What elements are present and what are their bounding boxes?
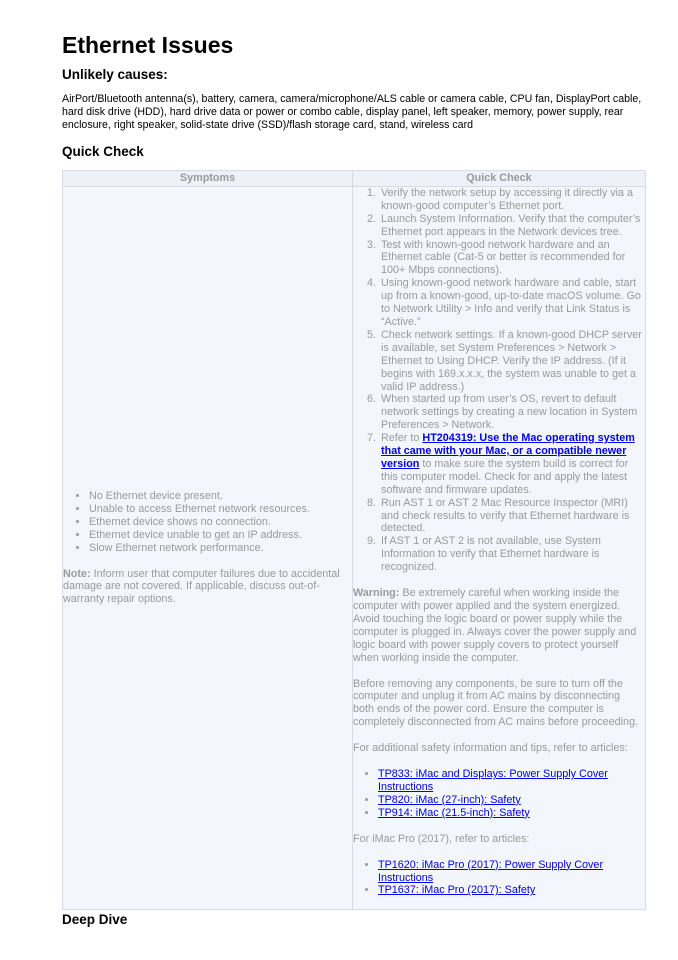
symptom-item: • Unable to access Ethernet network resources.	[89, 503, 352, 516]
step-item: 6. When started up from user’s OS, revert to default network settings by creating a new location in System Preferences > Network.	[379, 393, 642, 432]
symptom-item: • Ethernet device shows no connection.	[89, 516, 352, 529]
step-item: 1. Verify the network setup by accessing it directly via a known-good computer’s Ethernet port.	[379, 187, 642, 213]
list-item	[378, 807, 645, 820]
step-text: Refer to	[381, 432, 423, 445]
step-item	[379, 432, 642, 497]
page-title: Ethernet Issues	[62, 32, 234, 58]
warning-text: Be extremely careful when working inside the computer with power applied and the system energized. Avoid touching the logic board or power supply while the computer is plugged in. Always cover the power supply and logic board with power supply covers to protect yourself when working inside the computer.	[353, 587, 637, 664]
ht204319-link[interactable]: HT204319: Use the Mac operating system that came with your Mac, or a compatible newer version	[381, 432, 635, 470]
warning-label: Warning:	[353, 587, 400, 600]
quick-check-table	[62, 170, 646, 910]
imac-pro-text: For iMac Pro (2017), refer to articles:	[353, 832, 530, 845]
tp914-link[interactable]: TP914: iMac (21.5-inch): Safety	[378, 806, 530, 819]
step-item: 4. Using known-good network hardware and cable, start up from a known-good, up-to-date macOS volume. Go to Network Utility > Info and verify that Link Status is “Active.”	[379, 277, 642, 329]
note-text: Inform user that computer failures due to accidental damage are not covered. If applicable, discuss out-of-warranty repair options.	[63, 567, 340, 606]
step-item: 9. If AST 1 or AST 2 is not available, use System Information to verify that Ethernet hardware is recognized.	[379, 535, 642, 574]
removing-components-text: Before removing any components, be sure to turn off the computer and unplug it from AC mains by disconnecting both ends of the power cord. Ensure the computer is completely disconnected from AC mains before proceeding.	[353, 677, 639, 729]
step-item: 2. Launch System Information. Verify that the computer’s Ethernet port appears in the Network devices tree.	[379, 213, 642, 239]
step-item: 3. Test with known-good network hardware and an Ethernet cable (Cat-5 or better is recommended for 100+ Mbps connections).	[379, 239, 642, 278]
list-item	[378, 859, 618, 885]
deep-dive-heading: Deep Dive	[62, 912, 128, 927]
safety-links-list	[353, 768, 645, 820]
step-item: 5. Check network settings. If a known-good DHCP server is available, set System Preferences > Network > Ethernet to Using DHCP. Verify the IP address. (If it begins with 169.x.x.x, the system was unable to get a valid IP address.)	[379, 329, 642, 394]
step-text: to make sure the system build is correct for this computer model. Check for and apply the latest software and firmware updates.	[381, 457, 629, 496]
quick-check-cell	[353, 186, 646, 909]
pro-links-list	[353, 859, 618, 898]
symptom-item: • No Ethernet device present.	[89, 490, 352, 503]
tp833-link[interactable]: TP833: iMac and Displays: Power Supply Cover Instructions	[378, 768, 608, 793]
safety-info-text: For additional safety information and tips, refer to articles:	[353, 742, 628, 755]
symptom-item: • Slow Ethernet network performance.	[89, 542, 352, 555]
document-page	[62, 0, 646, 927]
tp820-link[interactable]: TP820: iMac (27-inch): Safety	[378, 793, 521, 806]
tp1637-link[interactable]: TP1637: iMac Pro (2017): Safety	[378, 884, 536, 897]
column-header-symptoms: Symptoms	[63, 171, 353, 187]
list-item	[378, 884, 618, 897]
symptoms-cell	[63, 186, 353, 909]
symptom-item: • Ethernet device unable to get an IP address.	[89, 529, 352, 542]
tp1620-link[interactable]: TP1620: iMac Pro (2017): Power Supply Cover Instructions	[378, 858, 604, 884]
note	[63, 568, 352, 607]
step-item: 8. Run AST 1 or AST 2 Mac Resource Inspector (MRI) and check results to verify that Ethernet hardware is detected.	[379, 497, 642, 536]
list-item	[378, 794, 645, 807]
warning	[353, 587, 645, 664]
symptoms-list	[63, 490, 352, 555]
column-header-quick-check: Quick Check	[353, 171, 646, 187]
quick-check-steps	[353, 187, 642, 574]
unlikely-causes-heading: Unlikely causes:	[62, 67, 168, 82]
note-label: Note:	[63, 567, 91, 580]
unlikely-causes-text: AirPort/Bluetooth antenna(s), battery, camera, camera/microphone/ALS cable or camera cable, CPU fan, DisplayPort cable, hard disk drive (HDD), hard drive data or power or combo cable, display panel, left speaker, memory, power supply, rear enclosure, right speaker, solid-state drive (SSD)/flash storage card, stand, wireless card	[62, 93, 642, 131]
quick-check-heading: Quick Check	[62, 144, 144, 159]
list-item	[378, 768, 645, 794]
